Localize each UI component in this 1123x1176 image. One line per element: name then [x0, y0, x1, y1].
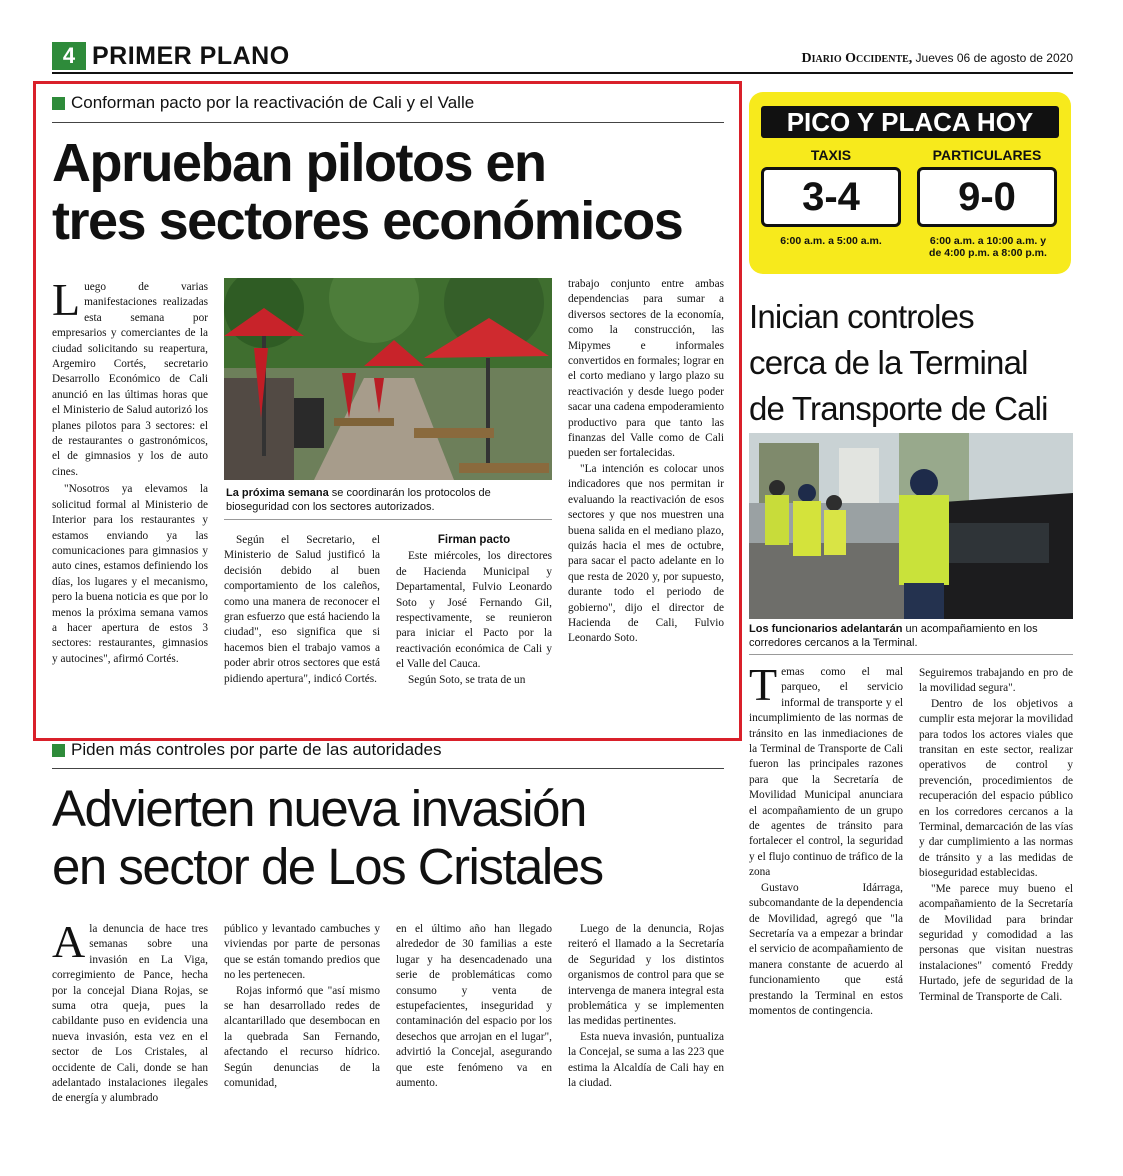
- article3-dropcap: A: [52, 916, 86, 967]
- article3-col4-para1: Luego de la denuncia, Rojas reiteró el llamado a la Secretaría de Seguridad y los distintos organismos de control para que se intervenga de manera integral esta problemática y se implementen las medidas pertinentes.: [568, 923, 724, 1028]
- article1-headline-line1: Aprueban pilotos en: [52, 133, 546, 193]
- article3-column-4: [568, 922, 724, 1091]
- particulares-label: PARTICULARES: [932, 147, 1042, 163]
- article3-kicker-text: Piden más controles por parte de las autoridades: [71, 740, 442, 759]
- kicker-square-icon: [52, 97, 65, 110]
- particulares-hours: 6:00 a.m. a 10:00 a.m. y de 4:00 p.m. a 8:00 p.m.: [929, 235, 1047, 259]
- article3-kicker-rule: [52, 768, 724, 769]
- article2-headline: Inician controles cerca de la Terminal de Transporte de Cali: [749, 298, 1048, 427]
- article2-col2-para3: "Me parece muy bueno el acompañamiento de la Secretaría de Movilidad para brindar seguridad y comodidad a las personas que visitan nuestras instalaciones" comentó Freddy Hurtado, jefe de seguridad de la Terminal de Transporte de Cali.: [919, 882, 1073, 1003]
- page-number: 4: [52, 42, 86, 70]
- article3-col1-para1: Ala denuncia de hace tres semanas sobre una invasión en La Viga, corregimiento de Pance, hecha por la concejal Diana Rojas, se suma otra queja, pues la cabildante puso en evidencia una nueva invasión, esta vez en el sector de Los Cristales, al occidente de Cali, donde se han adelantado instalaciones ilegales de energía y alumbrado: [52, 916, 208, 1105]
- kicker-square-icon: [52, 744, 65, 757]
- article1-headline-line2: tres sectores económicos: [52, 191, 683, 251]
- article1-col2-para1: Según el Secretario, el Ministerio de Salud justificó la decisión debido al buen comportamiento de los caleños, como una manera de reconocer el gran esfuerzo que está haciendo la ciudad", eso significa que si hacemos bien el trabajo vamos a poder abrir otros sectores que está pidiendo apertura", indicó Cortés.: [224, 534, 380, 685]
- masthead-date: [801, 50, 1073, 67]
- article3-column-1: [52, 916, 208, 1107]
- page-header: [52, 40, 1073, 74]
- article2-col2-para1: Seguiremos trabajando en pro de la movilidad segura".: [919, 667, 1073, 695]
- taxis-label: TAXIS: [810, 147, 852, 163]
- article1-col3-para1: Este miércoles, los directores de Hacienda Municipal y Departamental, Fulvio Leonardo Soto y José Fernando Gil, respectivamente, se reunieron para iniciar el Pacto por la reactivación económica de Cali y el Valle del Cauca.: [396, 550, 552, 671]
- article1-column-2: [224, 533, 380, 687]
- pico-placa-panel: [749, 92, 1071, 274]
- article1-headline: [52, 134, 742, 250]
- article3-headline: Advierten nueva invasión en sector de Los Cristales: [52, 780, 603, 895]
- article3-col2-para2: Rojas informó que "así mismo se han desarrollado redes de alcantarillado que desembocan en la quebrada San Fernando, afectando el recurso hídrico. Según denuncias de la comunidad,: [224, 984, 380, 1090]
- issue-date: Jueves 06 de agosto de 2020: [915, 51, 1073, 65]
- article2-column-1: [749, 659, 904, 1019]
- caption-rule-2: [749, 654, 1073, 655]
- article1-col4-para1: trabajo conjunto entre ambas dependencias para sumar a diversos sectores de la economía, como la construcción, las Mipymes e informales convertidos en formales; lograr en el corto mediano y largo plazo su reactivación y desde luego poder sacar una cadena empoderamiento productivo para que tanto las finanzas del Valle como de Cali pueden ser fortalecidas.: [568, 278, 724, 460]
- article2-col2-para2: Dentro de los objetivos a cumplir esta mejorar la movilidad para todos los actores viales que transitan en este sector, realizar operativos de control y prevención, procedimientos de recuperación del espacio público en los corredores cercanos a la Terminal, demarcación de las vías y dar cumplimiento a las normas de tránsito y a las medidas de bioseguridad establecidas.: [919, 697, 1073, 880]
- article1-subhead: Firman pacto: [437, 534, 511, 546]
- article1-column-4: [568, 277, 724, 647]
- taxis-plate-box: 3-4: [761, 167, 901, 227]
- article3-col3-para1: en el último año han llegado alrededor de 30 familias a este lugar y ha desencadenado una serie de problemáticas como consumo y venta de estupefacientes, inseguridad y contaminación del espacio por los desechos que arrojan en el lugar", advirtió la Concejal, asegurando que este fenómeno va en aumento.: [396, 923, 552, 1090]
- traffic-photo-caption: Los funcionarios adelantarán un acompañamiento en los corredores cercanos a la Terminal.: [749, 623, 1038, 649]
- article3-column-3: [396, 922, 552, 1091]
- article3-col2-para1: público y levantado cambuches y viviendas por parte de personas que se están tomando predios que no les pertenecen.: [224, 923, 380, 982]
- article1-col3-para2: Según Soto, se trata de un: [408, 673, 526, 686]
- article1-kicker: [52, 93, 724, 113]
- article1-column-3: [396, 533, 552, 688]
- section-title: PRIMER PLANO: [92, 42, 290, 70]
- article1-col4-para2: "La intención es colocar unos indicadores que nos permitan ir evaluando la reactivación de esos sectores y que nos muestren una buena salida en el mediano plazo, quizás hacia el mes de octubre, para sacar el pacto adelante en lo que resta de 2020 y, por supuesto, durante todo el periodo de gobierno", dijo el director de Hacienda de Cali, Fulvio Leonardo Soto.: [568, 462, 724, 645]
- traffic-agents-photo: [749, 433, 1073, 619]
- article1-kicker-rule: [52, 122, 724, 123]
- article1-col1-para2: "Nosotros ya elevamos la solicitud formal al Ministerio de Interior para los restaurantes y estamos enviando ya las comunicaciones para gimnasios y auto cines, estamos definiendo los días, los lugares y el mecanismo, pero la buena noticia es que por lo menos la próxima semana vamos a hacer apertura de estos 3 sectores: restaurantes, gimnasios y autocines", afirmó Cortés.: [52, 483, 208, 665]
- article2-dropcap: T: [749, 659, 778, 710]
- article1-kicker-text: Conforman pacto por la reactivación de Cali y el Valle: [71, 93, 475, 112]
- header-rule: [52, 72, 1073, 74]
- pico-placa-title: PICO Y PLACA HOY: [761, 106, 1059, 138]
- restaurant-photo: [224, 278, 552, 480]
- article2-column-2: [919, 666, 1073, 1005]
- article1-dropcap: L: [52, 274, 81, 325]
- newspaper-name: Diario Occidente,: [801, 51, 913, 66]
- article2-col1-para1: Temas como el mal parqueo, el servicio informal de transporte y el incumplimiento de las normas de tránsito en las inmediaciones de la Terminal de Transporte de Cali fueron las principales razones para que la Secretaría de Movilidad Municipal anunciara el acompañamiento de un grupo de agentes de tránsito para fortalecer el control, la seguridad y el flujo continuo de tráfico de la zona: [749, 659, 903, 879]
- particulares-plate-box: 9-0: [917, 167, 1057, 227]
- article2-col1-para2: Gustavo Idárraga, subcomandante de la dependencia de Movilidad, agregó que "la Secretaría va a empezar a brindar el servicio de acompañamiento de manera constante de acuerdo al funcionamiento que está prestando la Terminal en estos momentos de contingencia.: [749, 881, 904, 1017]
- article3-kicker: [52, 740, 724, 760]
- article1-col1-para1: Luego de varias manifestaciones realizadas esta semana por empresarios y comerciantes de la ciudad solicitando su reapertura, Argemiro Cortés, secretario Desarrollo Económico de Cali anunció en las últimas horas que el Ministerio de Salud autorizó los planes pilotos para 3 sectores: el de restaurantes o gastronómicos, el de gimnasios y los de auto cines.: [52, 274, 208, 478]
- article1-column-1: [52, 274, 208, 720]
- taxis-hours: 6:00 a.m. a 5:00 a.m.: [780, 235, 882, 247]
- caption-rule: [224, 519, 552, 520]
- article3-column-2: [224, 922, 380, 1091]
- restaurant-photo-caption: La próxima semana se coordinarán los protocolos de bioseguridad con los sectores autorizados.: [226, 487, 491, 513]
- article3-col4-para2: Esta nueva invasión, puntualiza la Concejal, se suma a las 223 que estima la Alcaldía de Cali hay en la ciudad.: [568, 1030, 724, 1090]
